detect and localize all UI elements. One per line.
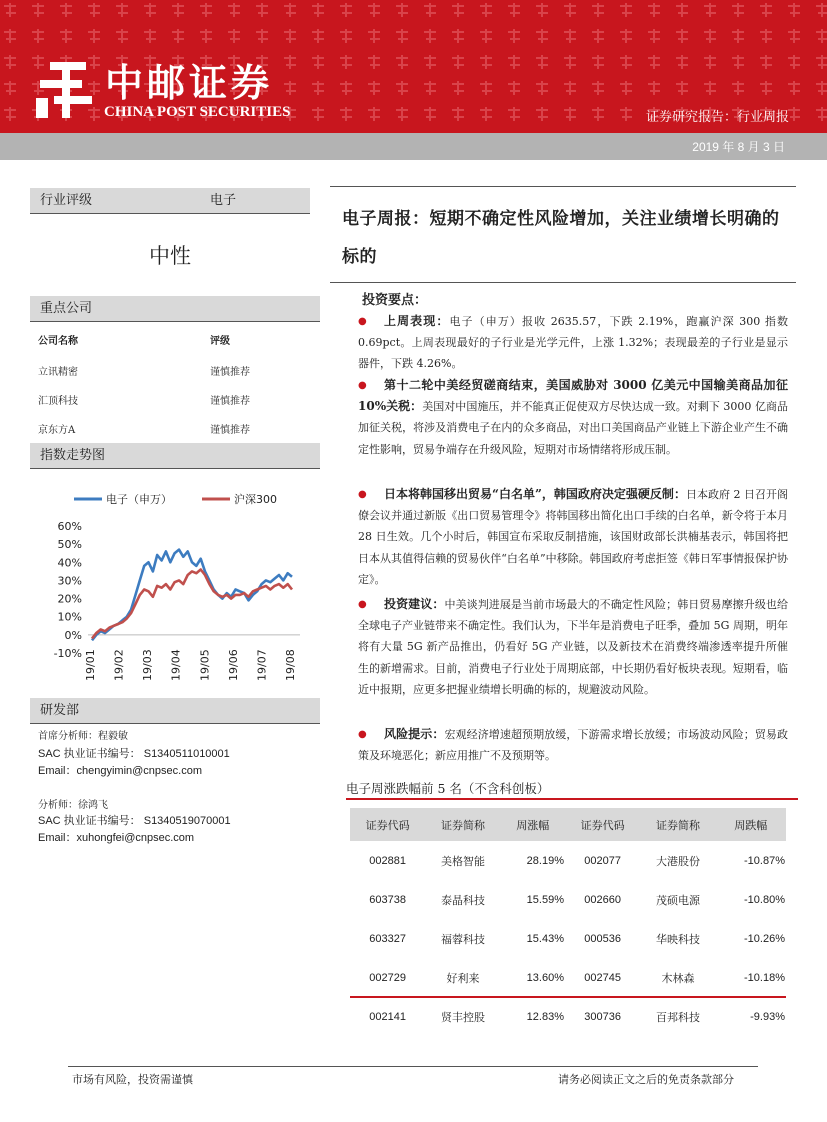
bullet-icon: ● (358, 599, 367, 610)
company-name: 汇顶科技 (38, 396, 78, 407)
footer-divider (68, 1066, 758, 1067)
china-post-logo-icon (36, 58, 96, 120)
logo-chinese-name: 中邮证券 (105, 60, 274, 105)
table-cell: 美格智能 (440, 854, 485, 868)
legend-label: 沪深300 (234, 493, 277, 506)
table-row (350, 997, 786, 1036)
table-cell: 茂硕电源 (655, 893, 700, 907)
y-tick-label: 0% (64, 628, 82, 642)
table-cell: -10.87% (744, 854, 785, 867)
report-header (0, 0, 827, 133)
table-cell: 603327 (369, 932, 407, 945)
table-cell: 002141 (369, 1010, 407, 1023)
table-cell: 木林森 (661, 971, 695, 985)
x-tick-label: 19/03 (141, 649, 155, 681)
index-trend-header: 指数走势图 (30, 443, 320, 469)
investment-highlights-title: 投资要点： (362, 293, 428, 308)
legend-label: 电子（申万） (106, 493, 172, 506)
y-tick-label: 10% (57, 610, 82, 624)
chart-y-axis (54, 520, 300, 660)
footer-risk-note: 市场有风险，投资需谨慎 (72, 1073, 193, 1086)
top5-table-title: 电子周涨跌幅前 5 名（不含科创板） (346, 781, 550, 796)
y-tick-label: 60% (57, 520, 82, 533)
industry-rating-value: 中性 (149, 244, 191, 268)
table-cell: 12.83% (526, 1010, 564, 1023)
table-cell: 13.60% (526, 971, 564, 984)
series-line-0 (92, 550, 292, 641)
table-cell: 002077 (584, 854, 621, 867)
table-row (350, 919, 786, 958)
rating-label: 行业评级 (40, 193, 93, 208)
point-head: 投资建议： (384, 597, 445, 611)
series-line-1 (92, 570, 292, 639)
table-cell: -10.26% (744, 932, 785, 945)
footer-disclaimer-note: 请务必阅读正文之后的免责条款部分 (558, 1073, 734, 1086)
x-tick-label: 19/07 (255, 649, 269, 681)
col-header: 证券代码 (565, 808, 640, 841)
bullet-icon: ● (358, 380, 367, 391)
x-tick-label: 19/06 (226, 649, 240, 681)
table-cell: 002660 (584, 893, 621, 906)
point-last-week (358, 311, 788, 375)
analyst-role: 分析师：徐鸿飞 (38, 800, 108, 811)
y-tick-label: 40% (57, 556, 82, 570)
title-divider-bottom (330, 282, 796, 283)
table-cell: -9.93% (750, 1010, 785, 1023)
key-companies-header: 重点公司 (30, 296, 320, 322)
x-tick-label: 19/01 (84, 649, 97, 681)
analyst-sac: SAC 执业证书编号： S1340511010001 (38, 748, 230, 760)
table-cell: 15.59% (526, 893, 564, 906)
table-cell: 福蓉科技 (440, 932, 485, 946)
company-name: 立讯精密 (38, 367, 78, 378)
table-cell: -10.80% (744, 893, 785, 906)
x-tick-label: 19/04 (169, 649, 183, 681)
table-row (350, 841, 786, 880)
point-head: 日本将韩国移出贸易“白名单”，韩国政府决定强硬反制： (384, 487, 686, 501)
report-type-label: 证券研究报告：行业周报 (645, 110, 789, 125)
research-dept-header: 研发部 (30, 698, 320, 724)
table-cell: 002881 (369, 854, 407, 867)
company-rating: 谨慎推荐 (210, 367, 250, 378)
y-tick-label: 50% (57, 538, 82, 552)
x-tick-label: 19/02 (112, 649, 126, 681)
rating-header (30, 188, 310, 214)
table-cell: 28.19% (526, 854, 564, 867)
point-body: 宏观经济增速超预期放缓，下游需求增长放缓；市场波动风险；贸易政策及环境恶化；新应用推广不及预期等。 (358, 728, 788, 763)
point-japan-korea (358, 484, 788, 590)
bullet-icon: ● (358, 316, 367, 327)
point-body: 中美谈判进展是当前市场最大的不确定性风险；韩日贸易摩擦升级也给全球电子产业链带来不确定性。我们认为，下半年是消费电子旺季，叠加 5G 周期，明年将有大量 5G 新产品推出，仍看好 5G 产业链，以及新技术在消费终端渗透率提升所催生的新增需求。目前，消费电子行业处于周期底部，中长期仍看好板块表现。短期看，临近中报期，应更多把握业绩增长明确的标的，规避波动风险。 (358, 598, 788, 696)
table-cell: 000536 (584, 932, 621, 945)
point-head: 上周表现： (384, 314, 450, 328)
analyst-email[interactable]: Email：xuhongfei@cnpsec.com (38, 832, 195, 844)
table-row (350, 958, 786, 997)
point-body: 日本政府 2 日召开阁僚会议并通过新版《出口贸易管理令》将韩国移出简化出口手续的白名单，新令将于本月 28 日生效。几个小时后，韩国宣布采取反制措施，该国财政部长洪楠基表示，韩国将把日本从其值得信赖的贸易伙伴“白名单”中移除。韩国政府考虑拒签《韩日军事情报保护协定》。 (358, 488, 788, 586)
x-tick-label: 19/08 (284, 649, 297, 681)
table-cell: 百邦科技 (655, 1010, 700, 1024)
table-cell: 603738 (369, 893, 407, 906)
point-body: 电子（申万）报收 2635.57，下跌 2.19%，跑赢沪深 300 指数 0.69pct。上周表现最好的子行业是光学元件，上涨 1.32%；表现最差的子行业是显示器件，下跌 4.26%。 (358, 315, 788, 371)
industry-rating-box (30, 188, 310, 214)
table-cell: 贤丰控股 (440, 1010, 485, 1024)
point-investment-advice (358, 594, 788, 700)
company-rating: 谨慎推荐 (210, 396, 250, 407)
col-company-name: 公司名称 (38, 336, 78, 347)
chart-legend (74, 492, 277, 506)
table-header-row (350, 808, 786, 841)
table-cell: 泰晶科技 (440, 893, 485, 907)
title-divider-top (330, 186, 796, 187)
col-header: 证券代码 (350, 808, 425, 841)
analyst-sac: SAC 执业证书编号： S1340519070001 (38, 815, 231, 827)
table-cell: -10.18% (744, 971, 785, 984)
industry-name: 电子 (210, 193, 237, 208)
table-cell: 002745 (584, 971, 621, 984)
company-rating: 谨慎推荐 (210, 425, 250, 436)
bullet-icon: ● (358, 489, 367, 500)
report-date: 2019 年 8 月 3 日 (692, 140, 785, 154)
point-trade-talks (358, 375, 788, 460)
date-bar (0, 133, 827, 160)
y-tick-label: -10% (53, 647, 82, 660)
table-cell: 002729 (369, 971, 407, 984)
point-head: 风险提示： (384, 727, 445, 741)
chart-series-lines (92, 550, 292, 641)
table-cell: 大港股份 (655, 854, 700, 868)
analyst-role: 首席分析师：程毅敏 (38, 731, 128, 742)
col-header: 周涨幅 (501, 808, 565, 841)
table-bottom-divider (350, 996, 786, 998)
point-risk-warning (358, 724, 788, 766)
col-header: 证券简称 (425, 808, 500, 841)
table-row (350, 880, 786, 919)
table-cell: 华映科技 (655, 932, 700, 946)
logo-english-name: CHINA POST SECURITIES (104, 104, 291, 120)
point-head: 第十二轮中美经贸磋商结束，美国威胁对 3000 亿美元中国输美商品加征 10%关税： (358, 378, 788, 414)
x-tick-label: 19/05 (198, 649, 212, 681)
report-title: 电子周报：短期不确定性风险增加，关注业绩增长明确的标的 (342, 209, 780, 267)
point-body: 美国对中国施压，并不能真正促使双方尽快达成一致。对剩下 3000 亿商品加征关税，将涉及消费电子在内的众多商品，对出口美国商品产业链上下游企业产生不确定性影响，贸易争端存在升级风险，短期对市场情绪将形成压制。 (358, 400, 788, 456)
y-tick-label: 30% (57, 574, 82, 588)
company-name: 京东方A (38, 425, 76, 436)
chart-x-axis (84, 649, 297, 681)
table-cell: 15.43% (526, 932, 564, 945)
col-header: 证券简称 (640, 808, 715, 841)
col-header: 周跌幅 (716, 808, 786, 841)
table-cell: 好利来 (446, 971, 480, 985)
col-rating: 评级 (210, 336, 230, 347)
table-title-divider (346, 798, 798, 800)
table-cell: 300736 (584, 1010, 621, 1023)
y-tick-label: 20% (57, 592, 82, 606)
bullet-icon: ● (358, 729, 367, 740)
analyst-email[interactable]: Email：chengyimin@cnpsec.com (38, 765, 203, 777)
top5-table (350, 808, 786, 1036)
index-trend-chart (30, 485, 315, 690)
